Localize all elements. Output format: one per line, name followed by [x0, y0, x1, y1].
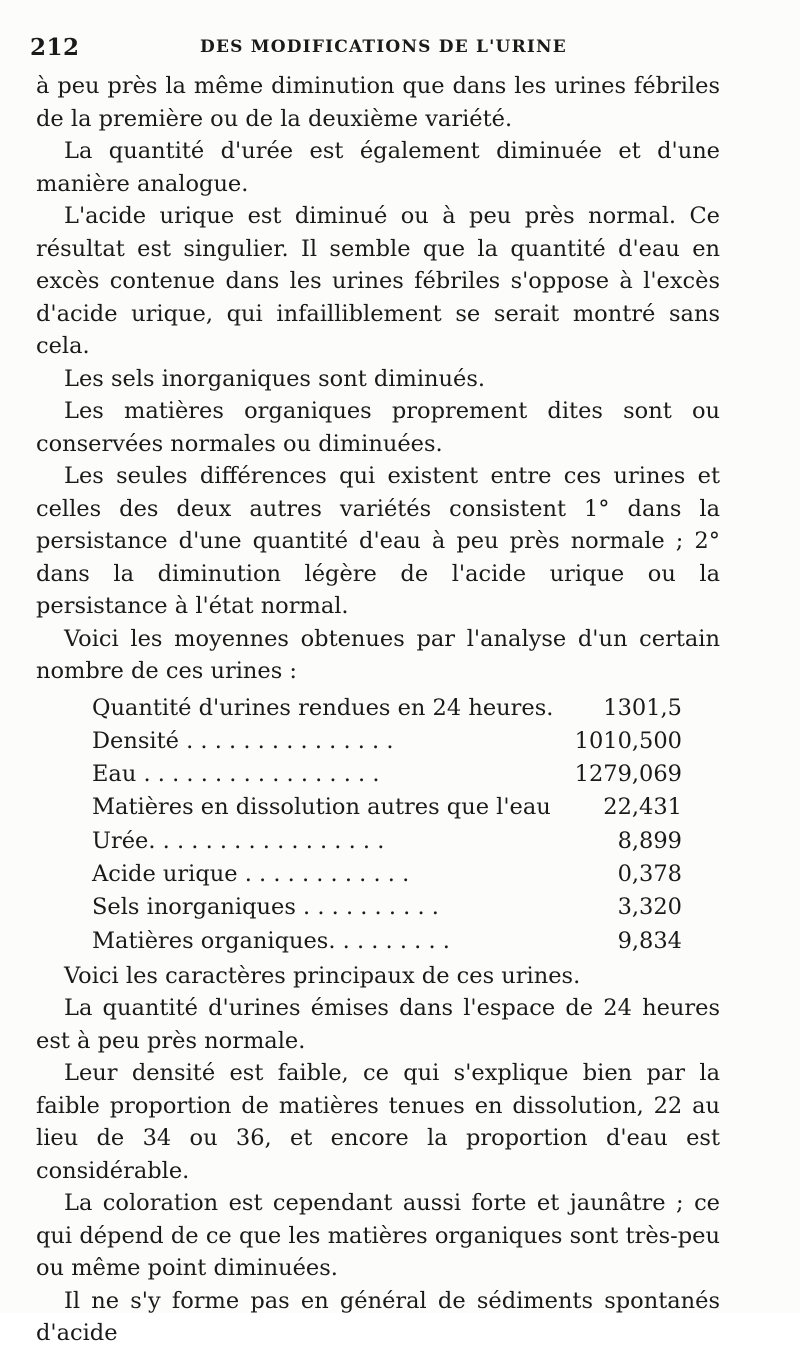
table-row	[92, 925, 682, 958]
row-label: Sels inorganiques . . . . . . . . . .	[92, 894, 439, 921]
row-value: 22,431	[603, 794, 682, 821]
row-value: 1301,5	[603, 694, 682, 721]
analysis-table	[92, 692, 682, 958]
table-row	[92, 791, 682, 824]
row-value: 0,378	[617, 860, 682, 887]
table-row	[92, 725, 682, 758]
paragraph-caracteres: Voici les caractères principaux de ces urines.	[64, 962, 581, 989]
paragraph-quantite: La quantité d'urines émises dans l'espace de 24 heures est à peu près normale.	[36, 995, 720, 1054]
row-label: Eau . . . . . . . . . . . . . . . . .	[92, 761, 380, 788]
row-label: Matières en dissolution autres que l'eau	[92, 794, 551, 821]
paragraph-coloration: La coloration est cependant aussi forte et jaunâtre ; ce qui dépend de ce que les matières organiques sont très-peu ou même point diminuées.	[36, 1190, 720, 1282]
row-label: Urée. . . . . . . . . . . . . . . . .	[92, 827, 385, 854]
paragraph-sels: Les sels inorganiques sont diminués.	[64, 365, 486, 392]
paragraph-matieres: Les matières organiques proprement dites sont ou conservées normales ou diminuées.	[36, 398, 720, 457]
row-value: 9,834	[617, 927, 682, 954]
table-row	[92, 758, 682, 791]
table-row	[92, 825, 682, 858]
row-label: Matières organiques. . . . . . . . .	[92, 927, 450, 954]
row-label: Quantité d'urines rendues en 24 heures.	[92, 694, 554, 721]
row-label: Acide urique . . . . . . . . . . . .	[92, 860, 410, 887]
row-value: 8,899	[617, 827, 682, 854]
table-row	[92, 858, 682, 891]
paragraph-densite: Leur densité est faible, ce qui s'explique bien par la faible proportion de matières tenues en dissolution, 22 au lieu de 34 ou 36, et encore la proportion d'eau est considérable.	[36, 1060, 720, 1184]
page-number: 212	[30, 34, 80, 61]
paragraph-uree: La quantité d'urée est également diminuée et d'une manière analogue.	[36, 138, 720, 197]
paragraph-acide-urique: L'acide urique est diminué ou à peu près normal. Ce résultat est singulier. Il semble que la quantité d'eau en excès contenue dans les urines fébriles s'oppose à l'excès d'acide urique, qui infailliblement se serait montré sans cela.	[36, 203, 720, 359]
row-label: Densité . . . . . . . . . . . . . . .	[92, 727, 394, 754]
row-value: 1010,500	[574, 727, 682, 754]
paragraph-moyennes-intro: Voici les moyennes obtenues par l'analyse d'un certain nombre de ces urines :	[36, 625, 720, 684]
paragraphs-after-table	[36, 960, 720, 1350]
page-body	[36, 70, 720, 1350]
paragraph-continuation: à peu près la même diminution que dans les urines fébriles de la première ou de la deuxième variété.	[36, 73, 720, 132]
paragraph-sediments: Il ne s'y forme pas en général de sédiments spontanés d'acide	[36, 1287, 720, 1347]
page-header	[30, 34, 730, 64]
running-title: DES MODIFICATIONS DE L'URINE	[200, 37, 567, 57]
row-value: 1279,069	[574, 761, 682, 788]
table-row	[92, 891, 682, 924]
table-row	[92, 692, 682, 725]
row-value: 3,320	[617, 894, 682, 921]
paragraph-differences: Les seules différences qui existent entre ces urines et celles des deux autres variétés consistent 1° dans la persistance d'une quantité d'eau à peu près normale ; 2° dans la diminution légère de l'acide urique ou la persistance à l'état normal.	[36, 463, 720, 619]
